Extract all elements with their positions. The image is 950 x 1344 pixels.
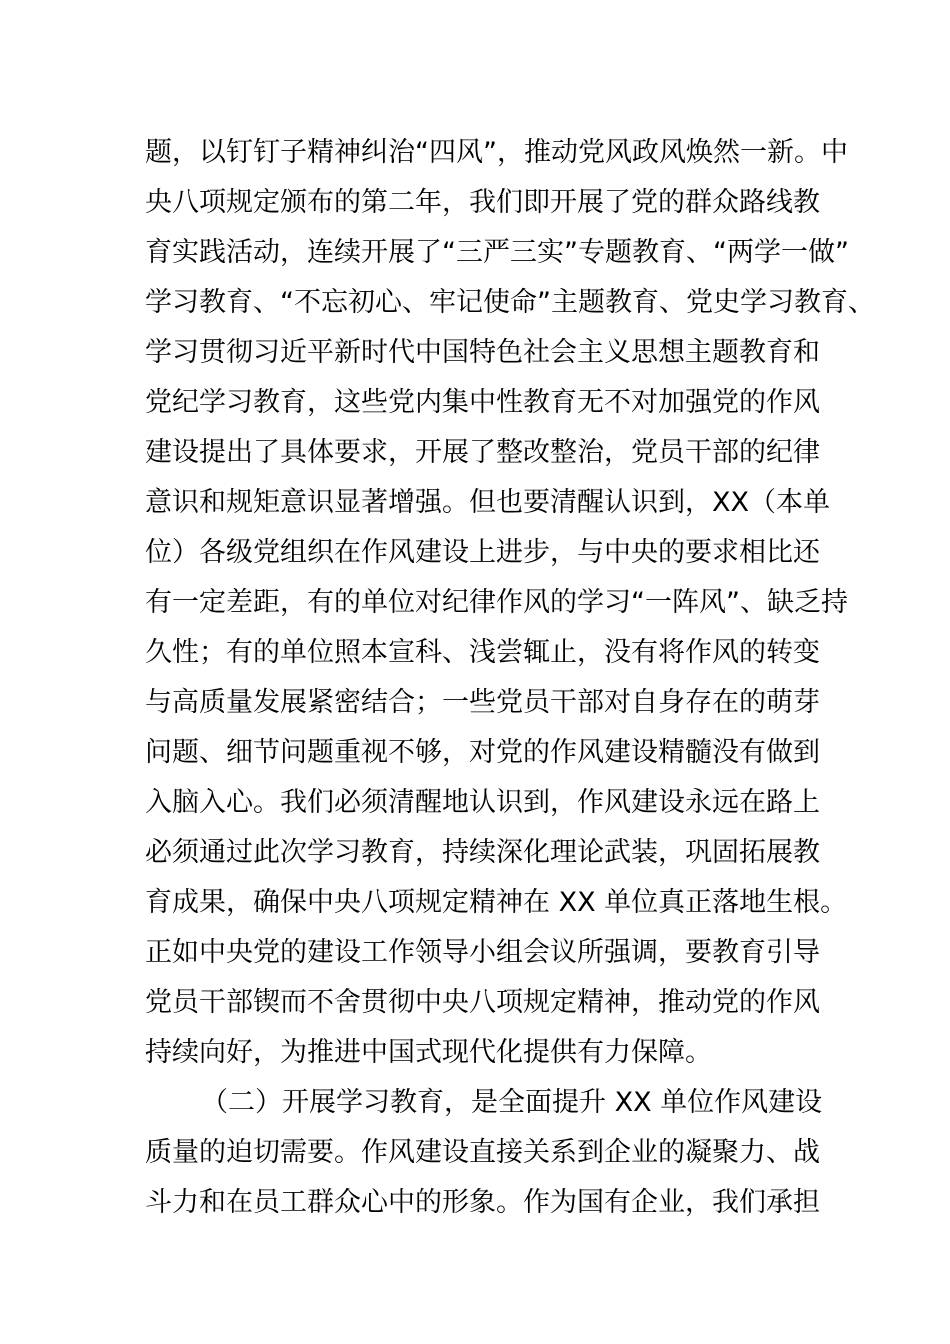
text-line: 学习教育、“不忘初心、牢记使命”主题教育、党史学习教育、 [145, 287, 875, 318]
text-line: 持续向好，为推进中国式现代化提供有力保障。 [145, 1037, 712, 1068]
text-line: 建设提出了具体要求，开展了整改整治，党员干部的纪律 [145, 437, 820, 468]
paragraph-start-line: （二）开展学习教育，是全面提升 XX 单位作风建设 [201, 1087, 823, 1118]
text-line: 有一定差距，有的单位对纪律作风的学习“一阵风”、缺乏持 [145, 587, 848, 618]
text-line: 学习贯彻习近平新时代中国特色社会主义思想主题教育和 [145, 337, 820, 368]
text-line: 题，以钉钉子精神纠治“四风”，推动党风政风焕然一新。中 [145, 137, 848, 168]
body-text [145, 128, 875, 1228]
text-line: 党员干部锲而不舍贯彻中央八项规定精神，推动党的作风 [145, 987, 820, 1018]
text-line: 意识和规矩意识显著增强。但也要清醒认识到，XX（本单 [145, 487, 830, 518]
text-line: 育成果，确保中央八项规定精神在 XX 单位真正落地生根。 [145, 887, 848, 918]
text-line: 久性；有的单位照本宣科、浅尝辄止，没有将作风的转变 [145, 637, 820, 668]
text-line: 位）各级党组织在作风建设上进步，与中央的要求相比还 [145, 537, 820, 568]
text-line: 正如中央党的建设工作领导小组会议所强调，要教育引导 [145, 937, 820, 968]
text-line: 问题、细节问题重视不够，对党的作风建设精髓没有做到 [145, 737, 820, 768]
text-line: 央八项规定颁布的第二年，我们即开展了党的群众路线教 [145, 187, 820, 218]
text-line: 党纪学习教育，这些党内集中性教育无不对加强党的作风 [145, 387, 820, 418]
text-line: 入脑入心。我们必须清醒地认识到，作风建设永远在路上 [145, 787, 820, 818]
text-line: 质量的迫切需要。作风建设直接关系到企业的凝聚力、战 [145, 1137, 820, 1168]
text-line: 必须通过此次学习教育，持续深化理论武装，巩固拓展教 [145, 837, 820, 868]
text-line: 斗力和在员工群众心中的形象。作为国有企业，我们承担 [145, 1187, 820, 1218]
text-line: 育实践活动，连续开展了“三严三实”专题教育、“两学一做” [145, 237, 849, 268]
text-line: 与高质量发展紧密结合；一些党员干部对自身存在的萌芽 [145, 687, 820, 718]
